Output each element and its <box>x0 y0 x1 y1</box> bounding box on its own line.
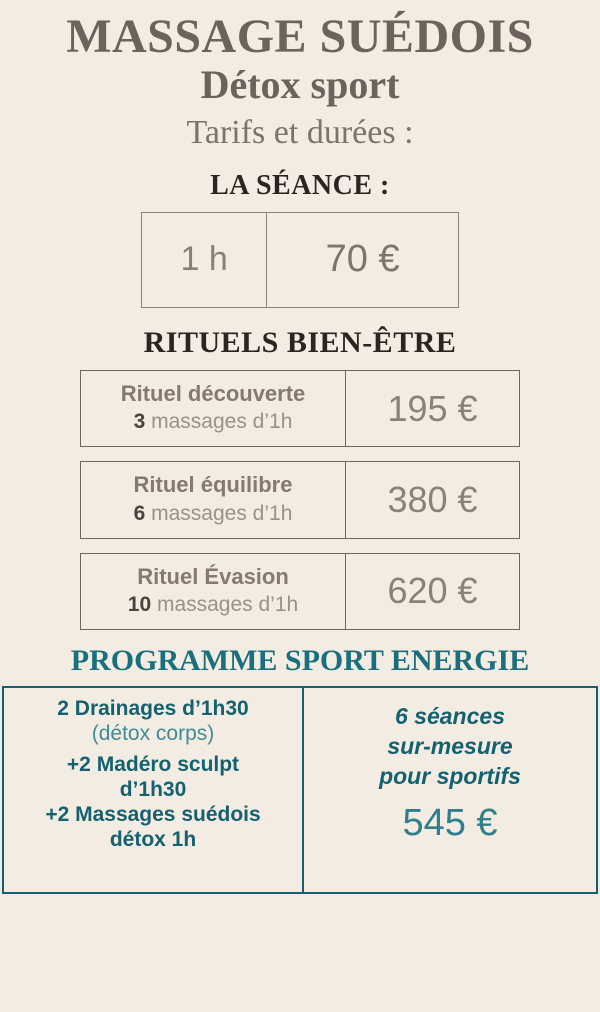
program-line: +2 Massages suédois <box>45 802 261 826</box>
session-heading: LA SÉANCE : <box>210 169 390 201</box>
session-table <box>141 212 459 308</box>
ritual-detail <box>87 410 339 434</box>
ritual-count: 6 <box>133 501 146 525</box>
program-heading: PROGRAMME SPORT ENERGIE <box>70 644 530 678</box>
ritual-name: Rituel équilibre <box>133 472 293 498</box>
list-item <box>80 370 520 447</box>
program-line: (détox corps) <box>91 722 215 746</box>
session-duration-cell: 1 h <box>142 212 267 307</box>
program-line: d’1h30 <box>119 777 187 801</box>
list-item <box>80 461 520 538</box>
ritual-price: 380 € <box>387 478 478 520</box>
rituals-list <box>80 370 520 630</box>
program-summary <box>304 688 596 892</box>
program-summary-line: sur-mesure <box>387 732 513 759</box>
program-summary-line: 6 séances <box>395 703 505 730</box>
program-price: 545 € <box>402 801 498 844</box>
ritual-detail-text: massages d’1h <box>145 410 293 434</box>
list-item <box>80 553 520 630</box>
session-price-cell: 70 € <box>267 212 459 307</box>
table-row <box>142 212 459 307</box>
ritual-count: 10 <box>127 592 152 616</box>
program-contents <box>4 688 304 892</box>
ritual-name: Rituel Évasion <box>137 563 289 589</box>
program-line: 2 Drainages d’1h30 <box>57 697 249 721</box>
ritual-detail <box>87 502 339 526</box>
ritual-price: 195 € <box>387 387 478 429</box>
rituals-heading: RITUELS BIEN-ÊTRE <box>143 325 457 359</box>
ritual-price: 620 € <box>387 570 478 612</box>
page-title: MASSAGE SUÉDOIS <box>66 10 534 63</box>
program-box <box>2 686 598 894</box>
ritual-info <box>81 462 346 537</box>
program-summary-line: pour sportifs <box>379 762 521 789</box>
program-line: +2 Madéro sculpt <box>66 752 240 776</box>
ritual-count: 3 <box>133 410 146 434</box>
ritual-detail-text: massages d’1h <box>151 592 299 616</box>
program-line: détox 1h <box>109 828 197 852</box>
ritual-info <box>81 371 346 446</box>
ritual-detail <box>87 593 339 617</box>
pricing-poster <box>0 12 600 1012</box>
page-tagline: Tarifs et durées : <box>186 114 414 152</box>
ritual-detail-text: massages d’1h <box>145 501 293 525</box>
ritual-name: Rituel découverte <box>120 380 306 406</box>
ritual-info <box>81 554 346 629</box>
page-subtitle: Détox sport <box>200 62 400 108</box>
